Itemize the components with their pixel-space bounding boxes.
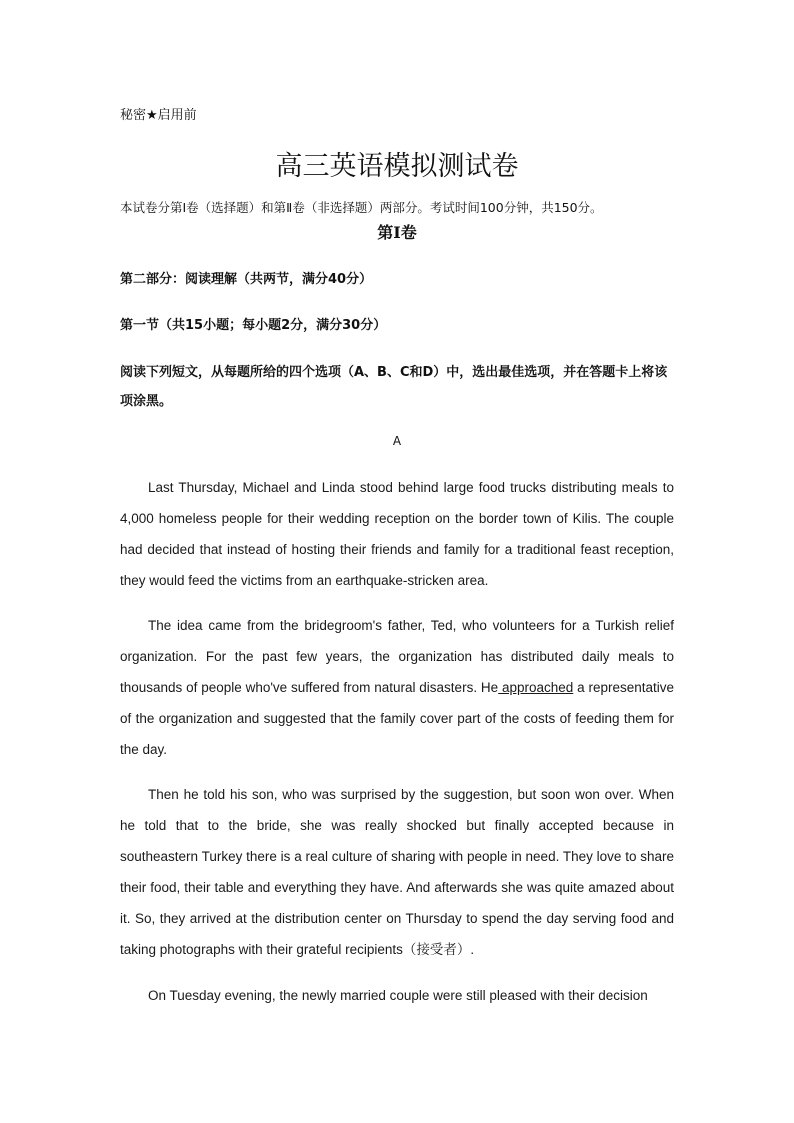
passage-paragraph-2	[120, 610, 674, 765]
paragraph-2-text-end: a representative of the organization and suggested that the family cover part of the costs of feeding them for the day.	[120, 680, 675, 757]
exam-title: 高三英语模拟测试卷	[275, 151, 519, 182]
exam-intro: 本试卷分第Ⅰ卷（选择题）和第Ⅱ卷（非选择题）两部分。考试时间100分钟，共150分。	[120, 200, 603, 215]
part-heading: 第二部分：阅读理解（共两节，满分40分）	[120, 272, 373, 287]
section-heading: 第一节（共15小题；每小题2分，满分30分）	[120, 318, 387, 333]
passage-paragraph-4: On Tuesday evening, the newly married couple were still pleased with their decision	[148, 988, 648, 1003]
underlined-word-approached: approached	[498, 680, 574, 695]
passage-label: A	[392, 434, 402, 448]
confidential-label: 秘密★启用前	[120, 108, 197, 123]
passage-paragraph-3: Then he told his son, who was surprised by the suggestion, but soon won over. When he told that to the bride, she was really shocked but finally accepted because in southeastern Turkey there is a real culture of sharing with people in need. They love to share their food, their table and everything they have. And afterwards she was quite amazed about it. So, they arrived at the distribution center on Thursday to spend the day serving food and taking photographs with their grateful recipients（接受者）.	[120, 787, 674, 957]
volume-heading: 第Ⅰ卷	[377, 223, 417, 242]
passage-paragraph-1: Last Thursday, Michael and Linda stood behind large food trucks distributing meals to 4,000 homeless people for their wedding reception on the border town of Kilis. The couple had decided that instead of hosting their friends and family for a traditional feast reception, they would feed the victims from an earthquake-stricken area.	[120, 480, 674, 588]
paragraph-2-text-start: The idea came from the bridegroom's father, Ted, who volunteers for a Turkish relief organization. For the past few years, the organization has distributed daily meals to thousands of people who've suffered from natural disasters. He	[120, 618, 674, 695]
instructions: 阅读下列短文，从每题所给的四个选项（A、B、C和D）中，选出最佳选项，并在答题卡上将该项涂黑。	[120, 365, 668, 409]
